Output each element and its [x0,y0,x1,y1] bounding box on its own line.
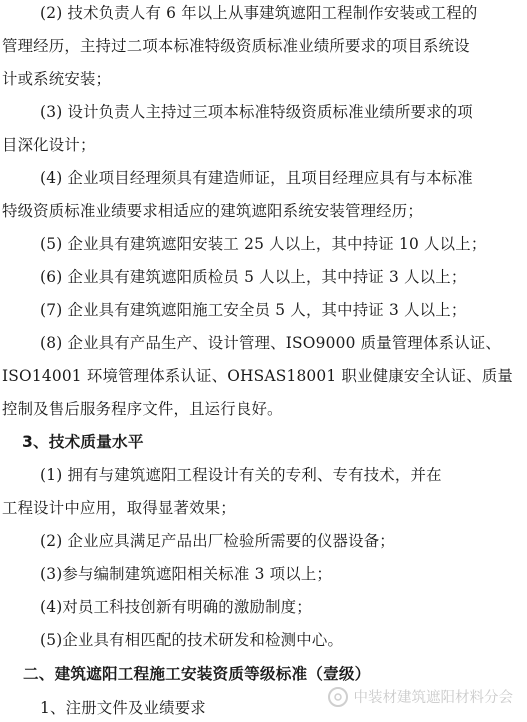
section-two-subheading: 1、注册文件及业绩要求 [40,699,206,717]
section-3-item-2: (2) 企业应具满足产品出厂检验所需要的仪器设备； [40,532,395,550]
section-3-item-1-line-1: (1) 拥有与建筑遮阳工程设计有关的专利、专有技术，并在 [40,466,442,484]
item-4-line-2: 特级资质标准业绩要求相适应的建筑遮阳系统安装管理经历； [2,202,423,220]
section-3-heading: 3、技术质量水平 [22,433,144,451]
item-3-line-2: 目深化设计； [2,136,96,154]
section-3-item-3: (3)参与编制建筑遮阳相关标准 3 项以上； [40,565,333,583]
item-6: (6) 企业具有建筑遮阳质检员 5 人以上，其中持证 3 人以上； [40,268,467,286]
item-4-line-1: (4) 企业项目经理须具有建造师证，且项目经理应具有与本标准 [40,169,473,187]
item-2-line-3: 计或系统安装； [2,70,112,88]
item-8-line-3: 控制及售后服务程序文件，且运行良好。 [2,400,283,418]
item-8-line-2: ISO14001 环境管理体系认证、OHSAS18001 职业健康安全认证、质量 [2,367,513,385]
section-3-item-4: (4)对员工科技创新有明确的激励制度； [40,598,312,616]
item-2-line-1: (2) 技术负责人有 6 年以上从事建筑遮阳工程制作安装或工程的 [40,4,478,22]
item-2-line-2: 管理经历，主持过二项本标准特级资质标准业绩所要求的项目系统设 [2,37,470,55]
item-7: (7) 企业具有建筑遮阳施工安全员 5 人，其中持证 3 人以上； [40,301,467,319]
item-3-line-1: (3) 设计负责人主持过三项本标准特级资质标准业绩所要求的项 [40,103,473,121]
watermark [328,686,514,707]
watermark-text: 中装材建筑遮阳材料分会 [353,690,513,706]
section-3-item-5: (5)企业具有相匹配的技术研发和检测中心。 [40,631,344,649]
wechat-logo-icon [328,687,348,707]
item-8-line-1: (8) 企业具有产品生产、设计管理、ISO9000 质量管理体系认证、 [40,334,501,352]
section-two-heading: 二、建筑遮阳工程施工安装资质等级标准（壹级） [23,665,371,683]
item-5: (5) 企业具有建筑遮阳安装工 25 人以上，其中持证 10 人以上； [40,235,487,253]
section-3-item-1-line-2: 工程设计中应用，取得显著效果； [2,499,236,517]
